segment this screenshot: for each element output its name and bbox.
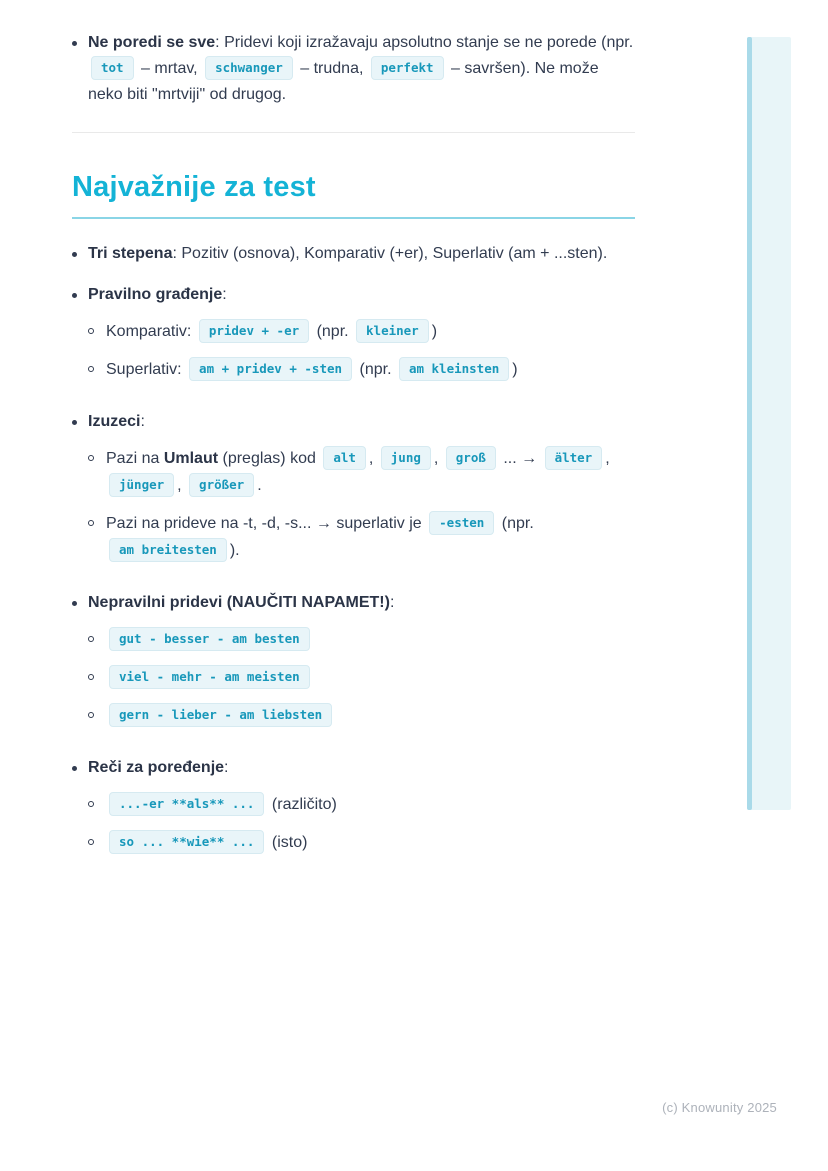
text-run: Pazi na <box>106 450 164 467</box>
list-item-text <box>88 30 635 108</box>
sub-list-item <box>88 626 635 653</box>
text-run: : Pozitiv (osnova), Komparativ (+er), Superlativ (am + ...sten). <box>172 245 608 262</box>
code-chip: älter <box>545 446 603 470</box>
text-run: ) <box>512 361 518 378</box>
text-run: : <box>140 413 145 430</box>
copyright-footer: (c) Knowunity 2025 <box>662 1100 777 1115</box>
text-run: Pazi na prideve na -t, -d, -s... → superlativ je <box>106 515 427 532</box>
bold-text: Ne poredi se sve <box>88 34 216 51</box>
sub-list-item <box>88 445 635 499</box>
code-chip: groß <box>446 446 496 470</box>
code-chip: jünger <box>109 473 174 497</box>
code-chip: perfekt <box>371 56 444 80</box>
scroll-indicator-line[interactable] <box>747 37 752 810</box>
text-run: : <box>224 759 229 776</box>
bullet-circle-icon <box>88 455 94 461</box>
list-item <box>72 282 635 394</box>
text-run: (npr. <box>355 361 396 378</box>
code-chip: schwanger <box>205 56 293 80</box>
text-run: : <box>222 286 227 303</box>
code-chip: so ... **wie** ... <box>109 830 264 854</box>
bullet-disc-icon <box>72 601 77 606</box>
bullet-circle-icon <box>88 674 94 680</box>
text-run: (npr. <box>497 515 534 532</box>
code-chip: viel - mehr - am meisten <box>109 665 310 689</box>
bullet-disc-icon <box>72 41 77 46</box>
sub-list-item <box>88 791 635 818</box>
text-run: : Pridevi koji izražavaju apsolutno stanje se ne porede (npr. <box>215 34 634 51</box>
list-item <box>72 241 635 267</box>
code-chip: größer <box>189 473 254 497</box>
text-run: (npr. <box>312 323 354 340</box>
sub-list-item <box>88 829 635 856</box>
page-title: Najvažnije za test <box>72 171 635 219</box>
code-chip: gern - lieber - am liebsten <box>109 703 332 727</box>
list-item <box>72 409 635 575</box>
text-run: (preglas) kod <box>218 450 321 467</box>
text-run: , <box>177 477 187 494</box>
sub-list-item <box>88 318 635 345</box>
list-item-text <box>106 356 635 383</box>
text-run: , <box>433 450 443 467</box>
list-item <box>72 30 635 108</box>
text-run: . <box>257 477 262 494</box>
sub-list <box>88 318 635 383</box>
bullet-circle-icon <box>88 366 94 372</box>
bullet-circle-icon <box>88 839 94 845</box>
list-item-text <box>106 791 635 818</box>
code-chip: tot <box>91 56 134 80</box>
sub-list-item <box>88 702 635 729</box>
list-item-text <box>106 829 635 856</box>
code-chip: am breitesten <box>109 538 227 562</box>
list-item-text <box>106 664 635 691</box>
code-chip: -esten <box>429 511 494 535</box>
bold-text: Izuzeci <box>88 413 141 430</box>
text-run: – savršen). Ne može neko biti "mrtviji" od drugog. <box>88 60 599 103</box>
bullet-disc-icon <box>72 766 77 771</box>
list-item-text <box>88 590 635 740</box>
list-item-text <box>106 318 635 345</box>
code-chip: jung <box>381 446 431 470</box>
section-divider <box>72 132 635 133</box>
list-item-text <box>106 510 635 564</box>
code-chip: alt <box>323 446 366 470</box>
bullet-disc-icon <box>72 420 77 425</box>
sub-list-item <box>88 356 635 383</box>
list-item <box>72 755 635 867</box>
text-run: : <box>389 594 395 611</box>
text-run: (isto) <box>267 834 308 851</box>
bullet-circle-icon <box>88 328 94 334</box>
bullet-circle-icon <box>88 801 94 807</box>
sub-list <box>88 626 635 729</box>
text-run: Komparativ: <box>106 323 196 340</box>
sub-list-item <box>88 510 635 564</box>
list-item-text <box>106 702 635 729</box>
list-item-text <box>88 409 635 575</box>
bullet-circle-icon <box>88 520 94 526</box>
bold-text: Nepravilni pridevi (NAUČITI NAPAMET!) <box>88 594 390 611</box>
list-item <box>72 590 635 740</box>
text-run: , <box>368 450 378 467</box>
text-run: – trudna, <box>295 60 368 77</box>
bold-text: Reči za poređenje <box>88 759 225 776</box>
sub-list <box>88 445 635 564</box>
bullet-circle-icon <box>88 636 94 642</box>
main-bullet-list <box>72 241 635 867</box>
list-item-text <box>88 241 635 267</box>
text-run: Superlativ: <box>106 361 187 378</box>
bullet-disc-icon <box>72 293 77 298</box>
text-run: ... → <box>498 450 542 467</box>
bold-text: Tri stepena <box>88 245 173 262</box>
document-content <box>72 30 635 882</box>
code-chip: am kleinsten <box>399 357 509 381</box>
bold-text: Pravilno građenje <box>88 286 223 303</box>
code-chip: kleiner <box>356 319 429 343</box>
list-item-text <box>106 445 635 499</box>
sub-list-item <box>88 664 635 691</box>
page-scroll-indicator[interactable] <box>747 37 791 810</box>
bullet-disc-icon <box>72 252 77 257</box>
text-run: ) <box>431 323 438 340</box>
list-item-text <box>106 626 635 653</box>
code-chip: pridev + -er <box>199 319 309 343</box>
sub-list <box>88 791 635 856</box>
text-run: ). <box>229 542 240 559</box>
list-item-text <box>88 755 635 867</box>
text-run: , <box>605 450 610 467</box>
text-run: – mrtav, <box>136 60 203 77</box>
intro-bullet-list <box>72 30 635 108</box>
list-item-text <box>88 282 635 394</box>
code-chip: am + pridev + -sten <box>189 357 352 381</box>
bold-text: Umlaut <box>163 450 219 467</box>
code-chip: ...-er **als** ... <box>109 792 264 816</box>
bullet-circle-icon <box>88 712 94 718</box>
code-chip: gut - besser - am besten <box>109 627 310 651</box>
text-run: (različito) <box>267 796 337 813</box>
